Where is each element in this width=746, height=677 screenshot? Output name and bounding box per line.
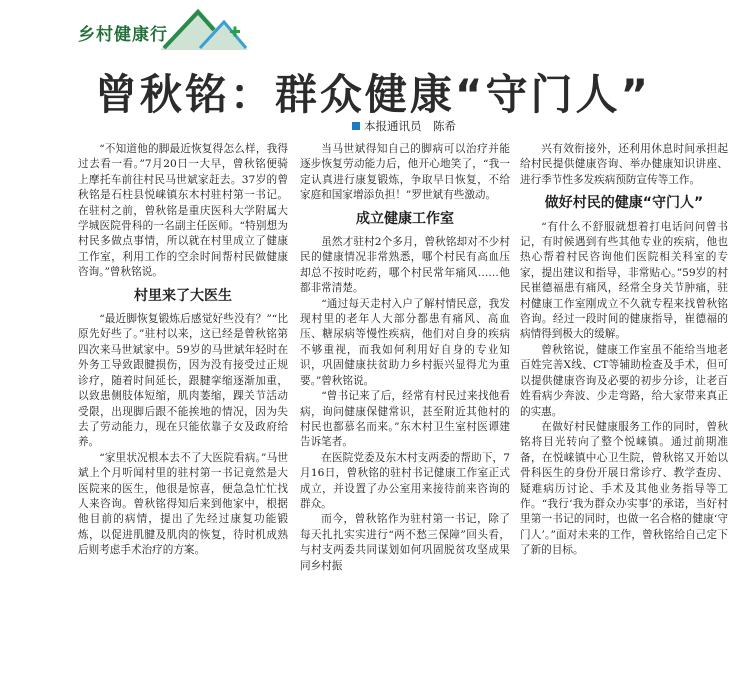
article-column-3: [520, 142, 728, 559]
paragraph: 而今，曾秋铭作为驻村第一书记，除了每天扎扎实实进行“两不愁三保障”回头看，与村支两委共同谋划如何巩固脱贫攻坚成果同乡村振: [300, 513, 510, 572]
article-column-2: [300, 142, 510, 574]
paragraph: “最近脚恢复锻炼后感觉好些没有？”“比原先好些了。”驻村以来，这已经是曾秋铭第四次来马世斌家中。59岁的马世斌年轻时在外务工导致跟腱损伤，因为没有接受过正规诊疗，随着时间延长，跟腱挛缩逐渐加重，以致患侧肢体短缩，肌肉萎缩，踝关节活动受限，出现脚后跟不能挨地的情况，因为失去了劳动能力，现在只能依靠子女及政府给养。: [78, 313, 288, 449]
byline-text: 本报通讯员 陈希: [364, 119, 456, 133]
byline: [352, 118, 456, 134]
paragraph: “通过每天走村入户了解村情民意，我发现村里的老年人大部分都患有痛风、高血压、糖尿病等慢性疾病，他们对自身的疾病不够重视，而我如何利用好自身的专业知识，巩固健康扶贫助力乡村振兴显得尤为重要。”曾秋铭说。: [300, 297, 510, 387]
paragraph: “曾书记来了后，经常有村民过来找他看病，询问健康保健常识，甚至附近其他村的村民也都慕名而来。”东木村卫生室村医谭建告诉笔者。: [300, 390, 510, 449]
article-headline: 曾秋铭：群众健康“守门人”: [94, 70, 652, 119]
paragraph: 虽然才驻村2个多月，曾秋铭却对不少村民的健康情况非常熟悉，哪个村民有高血压却总不按时吃药，哪个村民常年痛风……他都非常清楚。: [300, 236, 510, 295]
paragraph: “家里状况根本去不了大医院看病。”马世斌上个月听闻村里的驻村第一书记竟然是大医院来的医生，他很是惊喜，便急急忙忙找人来咨询。曾秋铭得知后来到他家中，根据他目前的病情，提出了先经过康复功能锻炼，以促进肌腱及肌肉的恢复，待时机成熟后则考虑手术治疗的方案。: [78, 451, 288, 557]
paragraph: “有什么不舒服就想着打电话问问曾书记，有时候遇到有些其他专业的疾病，他也热心帮着村民咨询他们医院相关科室的专家，提出建议和指导，非常贴心。”59岁的村民崔德福患有痛风，经常全身关节肿痛，驻村健康工作室刚成立不久就专程来找曾秋铭咨询。经过一段时间的健康指导，崔德福的病情得到极大的缓解。: [520, 220, 728, 341]
section-subhead: 村里来了大医生: [134, 287, 232, 304]
paragraph: “不知道他的脚最近恢复得怎么样，我得过去看一看。”7月20日一大早，曾秋铭便骑上摩托车前往村民马世斌家赶去。37岁的曾秋铭是石柱县悦崃镇东木村驻村第一书记。在驻村之前，曾秋铭是重庆医科大学附属大学城医院骨科的一名副主任医师。“特别想为村民多做点事情，所以就在村里成立了健康工作室，利用工作的空余时间帮村民做健康咨询。”曾秋铭说。: [78, 143, 288, 279]
paragraph: 兴有效衔接外，还利用休息时间承担起给村民提供健康咨询、举办健康知识讲座、进行季节性多发疾病预防宣传等工作。: [520, 143, 728, 186]
byline-square-icon: [352, 122, 360, 130]
paragraph: 当马世斌得知自己的脚病可以治疗并能逐步恢复劳动能力后，他开心地笑了，“我一定认真进行康复锻炼，争取早日恢复，不给家庭和国家增添负担！”罗世斌有些激动。: [300, 143, 510, 202]
paragraph: 在做好村民健康服务工作的同时，曾秋铭将目光转向了整个悦崃镇。通过前期准备，在悦崃镇中心卫生院，曾秋铭又开始以骨科医生的身份开展日常诊疗、教学查房、疑难病历讨论、手术及其他业务指导等工作。“我行‘我为群众办实事’的承诺，当好村里第一书记的同时，也做一名合格的健康‘守门人’。”面对未来的工作，曾秋铭给自己定下了新的目标。: [520, 420, 728, 557]
paragraph: 在医院党委及东木村支两委的帮助下，7月16日，曾秋铭的驻村书记健康工作室正式成立，并设置了办公室用来接待前来咨询的群众。: [300, 451, 510, 510]
section-subhead: 做好村民的健康“守门人”: [544, 195, 704, 212]
paragraph: 曾秋铭说，健康工作室虽不能给当地老百姓完善X线、CT等辅助检查及手术，但可以提供健康咨询及必要的初步分诊，让老百姓看病少奔波、少走弯路，给大家带来真正的实惠。: [520, 343, 728, 418]
section-subhead: 成立健康工作室: [356, 210, 454, 227]
article-column-1: [78, 142, 288, 559]
masthead: [0, 0, 746, 62]
column-tag: 乡村健康行: [78, 25, 168, 45]
